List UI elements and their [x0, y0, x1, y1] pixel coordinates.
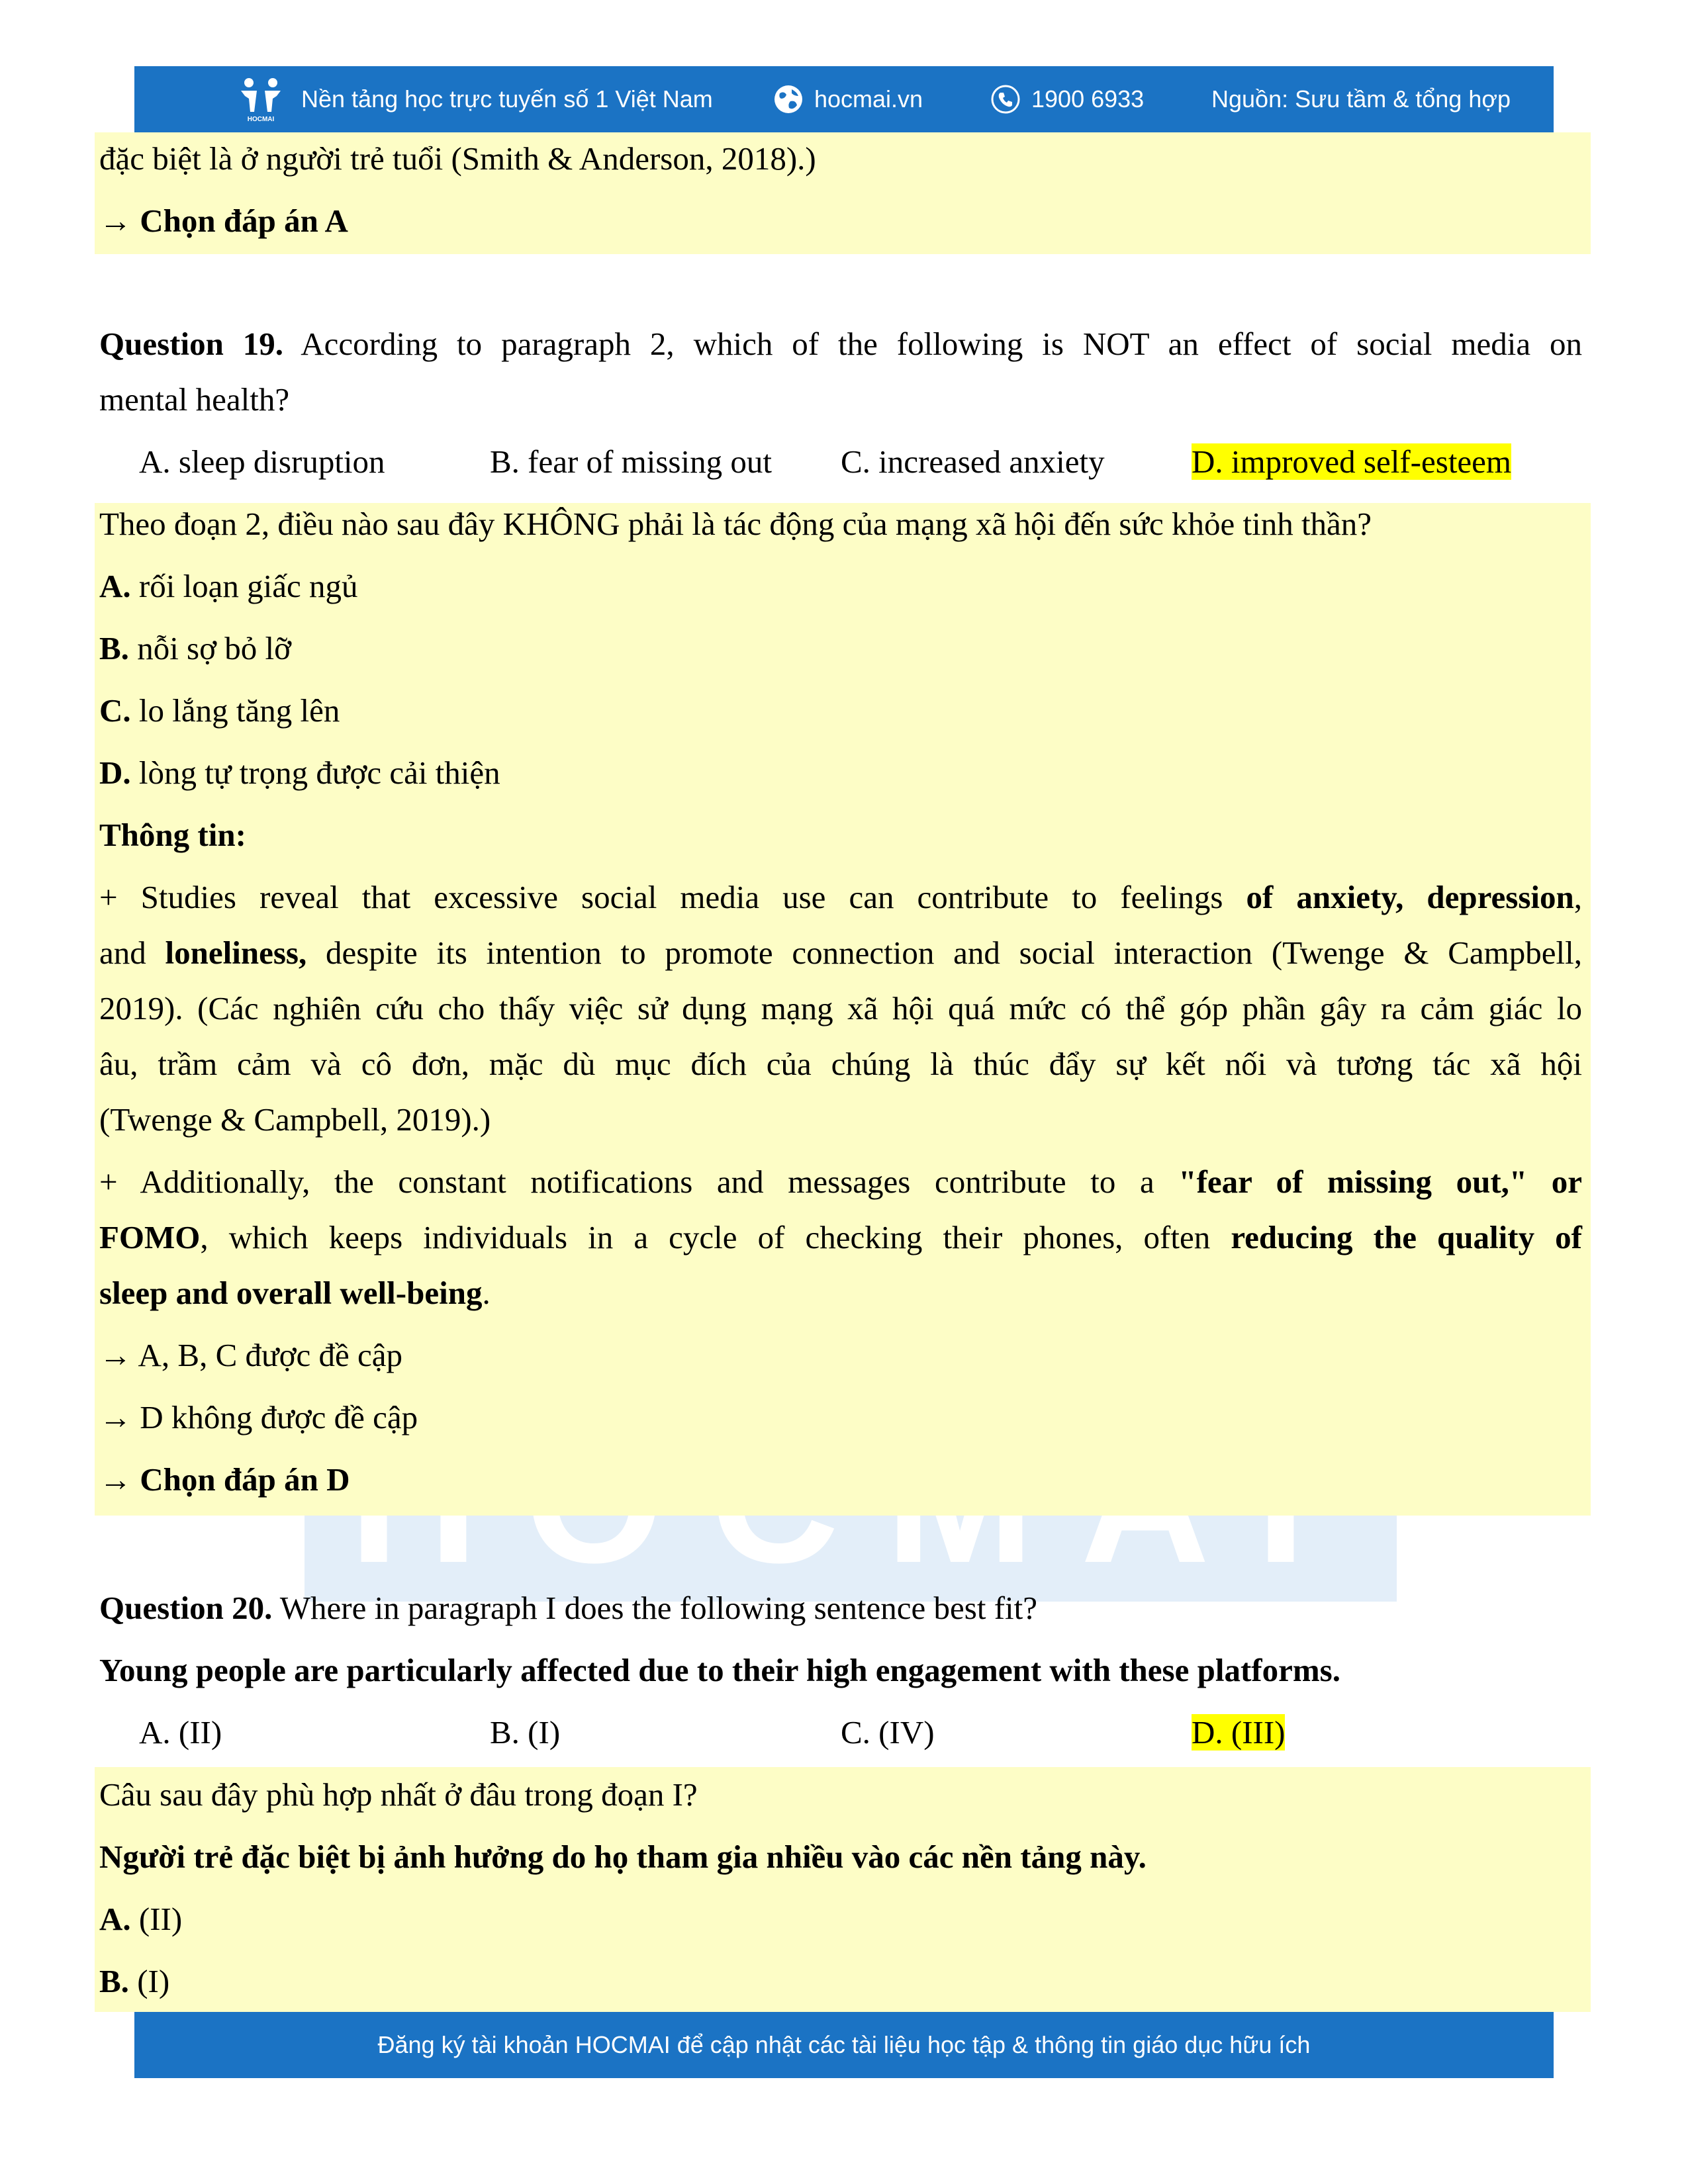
header-bar [134, 66, 1554, 132]
evidence-text: + Studies reveal that excessive social media use can contribute to feelings [99, 879, 1223, 915]
q19-vi-option-c [99, 683, 340, 739]
header-tagline: Nền tảng học trực tuyến số 1 Việt Nam [301, 85, 713, 113]
option-text: lo lắng tăng lên [130, 692, 340, 729]
hocmai-logo-icon [237, 76, 285, 122]
website-text: hocmai.vn [814, 85, 923, 113]
q19-evidence-2-line3 [99, 1265, 491, 1321]
q19-question-line1 [99, 316, 1582, 372]
q20-vi-option-a [99, 1891, 182, 1947]
header-website[interactable] [773, 66, 923, 132]
option-letter: A. [99, 568, 131, 604]
q19-label: Question 19. [99, 326, 284, 362]
prev-explanation-line: đặc biệt là ở người trẻ tuổi (Smith & Anderson, 2018).) [99, 140, 816, 177]
q20-option-b[interactable]: B. (I) [490, 1714, 561, 1751]
q19-text-line1: According to paragraph 2, which of the following is NOT an effect of social media on [301, 326, 1583, 362]
q19-evidence-2-line2 [99, 1210, 1582, 1265]
option-letter: B. [99, 630, 129, 666]
q20-translation: Câu sau đây phù hợp nhất ở đâu trong đoạn I? [99, 1776, 698, 1813]
evidence-bold: FOMO [99, 1219, 201, 1255]
q20-text: Where in paragraph I does the following sentence best fit? [279, 1590, 1038, 1626]
footer-bar[interactable] [134, 2012, 1554, 2078]
evidence-bold: sleep and overall well-being [99, 1275, 483, 1311]
evidence-text: and [99, 934, 146, 971]
q19-option-b[interactable]: B. fear of missing out [490, 443, 772, 480]
q19-option-a[interactable]: A. sleep disruption [139, 443, 385, 480]
q19-evidence-1-line2 [99, 925, 1582, 981]
q19-evidence-1-line4: âu, trầm cảm và cô đơn, mặc dù mục đích của chúng là thúc đẩy sự kết nối và tương tác xã hội [99, 1046, 1582, 1082]
option-letter: B. [99, 1963, 129, 1999]
q19-translation: Theo đoạn 2, điều nào sau đây KHÔNG phải là tác động của mạng xã hội đến sức khỏe tinh thần? [99, 506, 1372, 542]
footer-text: Đăng ký tài khoản HOCMAI để cập nhật các tài liệu học tập & thông tin giáo dục hữu ích [377, 2031, 1311, 2058]
q19-evidence-1-line1 [99, 870, 1582, 925]
option-letter: A. [99, 1901, 131, 1937]
q20-sentence: Young people are particularly affected due to their high engagement with these platforms. [99, 1652, 1340, 1688]
q19-conclusion-1: → A, B, C được đề cập [99, 1337, 403, 1373]
evidence-text: , which keeps individuals in a cycle of checking their phones, often [200, 1219, 1211, 1255]
evidence-text: , [1573, 879, 1583, 915]
logo [237, 66, 295, 132]
evidence-text: despite its intention to promote connection and social interaction (Twenge & Campbell, [325, 934, 1582, 971]
evidence-bold: "fear of missing out," or [1178, 1163, 1582, 1200]
prev-answer: → Chọn đáp án A [99, 203, 348, 239]
option-text: (I) [128, 1963, 170, 1999]
q20-label: Question 20. [99, 1590, 273, 1626]
evidence-bold: of anxiety, depression [1246, 879, 1574, 915]
phone-icon [990, 84, 1021, 114]
evidence-bold: loneliness, [165, 934, 307, 971]
q20-correct-highlight: D. (III) [1192, 1714, 1286, 1751]
q19-evidence-2-line1 [99, 1154, 1582, 1210]
option-letter: C. [99, 692, 131, 729]
option-text: (II) [130, 1901, 183, 1937]
globe-icon [773, 84, 804, 114]
q19-info-label: Thông tin: [99, 817, 246, 853]
option-text: lòng tự trọng được cải thiện [130, 754, 500, 791]
logo-text: HOCMAI [247, 116, 275, 122]
option-text: nỗi sợ bỏ lỡ [128, 630, 292, 666]
q20-vi-option-b [99, 1954, 169, 2009]
evidence-text: . [482, 1275, 491, 1311]
header-source: Nguồn: Sưu tầm & tổng hợp [1211, 85, 1511, 113]
q20-question [99, 1580, 1037, 1636]
q19-evidence-1-line3: 2019). (Các nghiên cứu cho thấy việc sử dụng mạng xã hội quá mức có thể góp phần gây ra cảm giác lo [99, 990, 1582, 1026]
q20-option-d-correct[interactable] [1192, 1705, 1285, 1760]
q19-text-line2: mental health? [99, 381, 290, 418]
q19-correct-highlight: D. improved self-esteem [1192, 443, 1512, 480]
q20-sentence-vi: Người trẻ đặc biệt bị ảnh hưởng do họ tham gia nhiều vào các nền tảng này. [99, 1839, 1147, 1875]
q19-option-c[interactable]: C. increased anxiety [841, 443, 1105, 480]
q19-evidence-1-line5: (Twenge & Campbell, 2019).) [99, 1101, 491, 1138]
q19-answer: → Chọn đáp án D [99, 1461, 350, 1498]
q20-option-c[interactable]: C. (IV) [841, 1714, 935, 1751]
option-text: rối loạn giấc ngủ [130, 568, 358, 604]
q19-conclusion-2: → D không được đề cập [99, 1399, 418, 1435]
header-phone[interactable] [990, 66, 1144, 132]
evidence-bold: reducing the quality of [1231, 1219, 1582, 1255]
q19-vi-option-d [99, 745, 500, 801]
phone-text: 1900 6933 [1031, 85, 1145, 113]
q19-option-d-correct[interactable] [1192, 434, 1511, 490]
option-letter: D. [99, 754, 131, 791]
evidence-text: + Additionally, the constant notifications and messages contribute to a [99, 1163, 1154, 1200]
q19-vi-option-a [99, 559, 358, 614]
q19-vi-option-b [99, 621, 291, 676]
q20-option-a[interactable]: A. (II) [139, 1714, 222, 1751]
